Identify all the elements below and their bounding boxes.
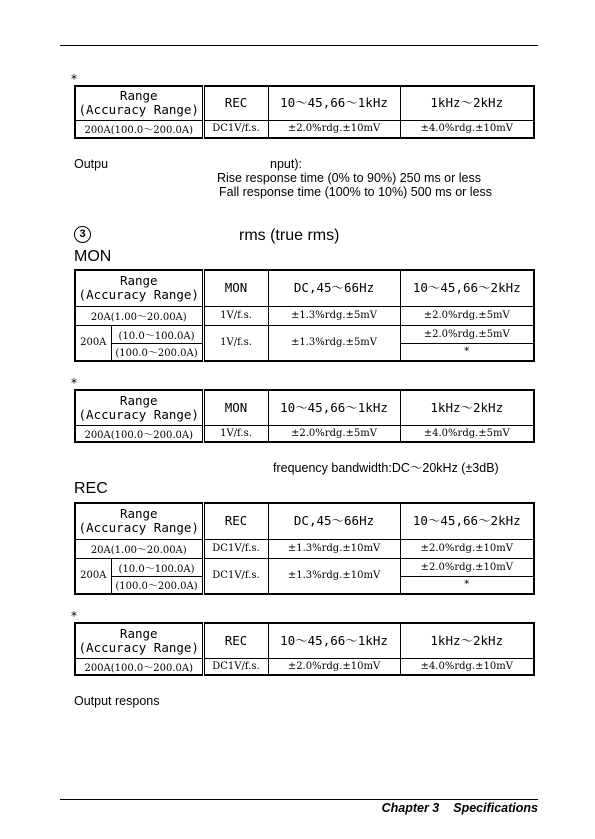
freq-header-1: DC,45～66Hz <box>268 503 400 539</box>
range-header: Range (Accuracy Range) <box>75 503 203 539</box>
section-title: rms (true rms) <box>239 227 340 244</box>
accuracy-cell: ±4.0%rdg.±10mV <box>400 658 534 675</box>
accuracy-cell: ±2.0%rdg.±5mV <box>400 325 534 343</box>
range-subrange: (10.0～100.0A) <box>111 558 203 576</box>
mon-200a-table <box>74 389 535 443</box>
page-footer <box>382 801 538 815</box>
range-subrange: (10.0～100.0A) <box>111 325 203 343</box>
accuracy-cell: ±2.0%rdg.±10mV <box>400 539 534 558</box>
range-cell: 200A(100.0～200.0A) <box>75 658 203 675</box>
accuracy-cell-star: * <box>400 576 534 594</box>
range-label-200a: 200A <box>75 325 111 361</box>
footer-chapter: Chapter 3 <box>381 801 440 815</box>
mon-label: MON <box>74 248 112 265</box>
output-cell: 1V/f.s. <box>203 306 268 325</box>
freq-header-2: 1kHz～2kHz <box>400 390 534 425</box>
footer-title: Specifications <box>453 801 538 815</box>
rec-200a-table <box>74 85 535 139</box>
range-cell: 200A(100.0～200.0A) <box>75 425 203 442</box>
accuracy-cell: ±4.0%rdg.±10mV <box>400 120 534 138</box>
freq-header-2: 1kHz～2kHz <box>400 623 534 658</box>
accuracy-cell: ±2.0%rdg.±10mV <box>268 120 400 138</box>
rec-200a-table-2 <box>74 622 535 676</box>
freq-header-1: 10～45,66～1kHz <box>268 623 400 658</box>
accuracy-cell: ±2.0%rdg.±5mV <box>400 306 534 325</box>
asterisk-note: * <box>71 72 77 86</box>
fall-response-text: Fall response time (100% to 10%) 500 ms or less <box>219 185 493 199</box>
range-header: Range (Accuracy Range) <box>75 623 203 658</box>
output-cell: DC1V/f.s. <box>203 558 268 594</box>
asterisk-note: * <box>71 609 77 623</box>
rise-response-text: Rise response time (0% to 90%) 250 ms or less <box>217 171 481 185</box>
accuracy-cell: ±2.0%rdg.±5mV <box>268 425 400 442</box>
rec-header: REC <box>203 86 268 120</box>
output-note-prefix: Outpu <box>74 157 109 171</box>
footer-rule <box>60 799 538 800</box>
accuracy-cell: ±2.0%rdg.±10mV <box>400 558 534 576</box>
accuracy-cell: ±1.3%rdg.±10mV <box>268 558 400 594</box>
freq-header-2: 10～45,66～2kHz <box>400 270 534 306</box>
asterisk-note: * <box>71 376 77 390</box>
accuracy-cell-star: * <box>400 343 534 361</box>
accuracy-cell: ±2.0%rdg.±10mV <box>268 658 400 675</box>
output-response-note: Output respons <box>74 694 160 708</box>
freq-header-2: 1kHz～2kHz <box>400 86 534 120</box>
output-note-suffix: nput): <box>270 157 302 171</box>
range-cell: 20A(1.00～20.00A) <box>75 539 203 558</box>
range-header: Range (Accuracy Range) <box>75 86 203 120</box>
mon-accuracy-table <box>74 269 535 362</box>
output-cell: 1V/f.s. <box>203 425 268 442</box>
accuracy-cell: ±1.3%rdg.±10mV <box>268 539 400 558</box>
freq-header-2: 10～45,66～2kHz <box>400 503 534 539</box>
output-cell: DC1V/f.s. <box>203 120 268 138</box>
accuracy-cell: ±1.3%rdg.±5mV <box>268 325 400 361</box>
section-number-badge: 3 <box>74 226 91 243</box>
rec-header: REC <box>203 503 268 539</box>
freq-header-1: 10～45,66～1kHz <box>268 86 400 120</box>
output-cell: DC1V/f.s. <box>203 658 268 675</box>
top-rule <box>60 45 538 46</box>
range-subrange: (100.0～200.0A) <box>111 576 203 594</box>
rec-label: REC <box>74 480 108 497</box>
range-header: Range (Accuracy Range) <box>75 270 203 306</box>
freq-header-1: 10～45,66～1kHz <box>268 390 400 425</box>
output-cell: 1V/f.s. <box>203 325 268 361</box>
range-subrange: (100.0～200.0A) <box>111 343 203 361</box>
bandwidth-note: frequency bandwidth:DC～20kHz (±3dB) <box>273 461 499 475</box>
accuracy-cell: ±1.3%rdg.±5mV <box>268 306 400 325</box>
accuracy-cell: ±4.0%rdg.±5mV <box>400 425 534 442</box>
range-cell: 20A(1.00～20.00A) <box>75 306 203 325</box>
range-header: Range (Accuracy Range) <box>75 390 203 425</box>
range-label-200a: 200A <box>75 558 111 594</box>
rec-header: REC <box>203 623 268 658</box>
mon-header: MON <box>203 390 268 425</box>
rec-accuracy-table <box>74 502 535 595</box>
mon-header: MON <box>203 270 268 306</box>
output-cell: DC1V/f.s. <box>203 539 268 558</box>
freq-header-1: DC,45～66Hz <box>268 270 400 306</box>
range-cell: 200A(100.0～200.0A) <box>75 120 203 138</box>
